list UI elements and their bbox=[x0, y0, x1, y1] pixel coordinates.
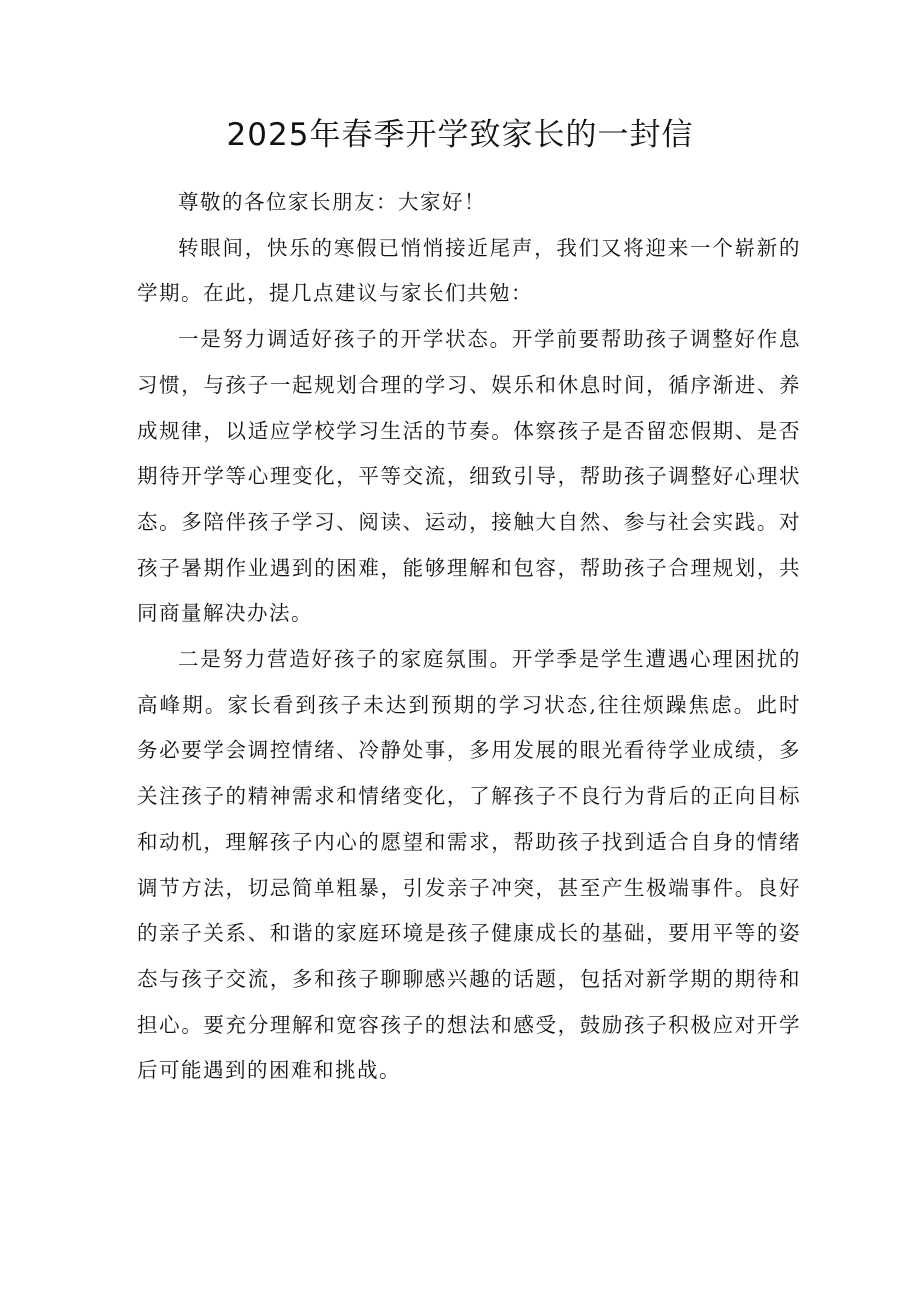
document-title: 2025年春季开学致家长的一封信 bbox=[226, 117, 694, 153]
section-two-text: 开学季是学生遭遇心理困扰的高峰期。家长看到孩子未达到预期的学习状态,往往烦躁焦虑。此时务必要学会调控情绪、冷静处事，多用发展的眼光看待学业成绩，多关注孩子的精神需求和情绪变化，了解孩子不良行为背后的正向目标和动机，理解孩子内心的愿望和需求，帮助孩子找到适合自身的情绪调节方法，切忌简单粗暴，引发亲子冲突，甚至产生极端事件。良好的亲子关系、和谐的家庭环境是孩子健康成长的基础，要用平等的姿态与孩子交流，多和孩子聊聊感兴趣的话题，包括对新学期的期待和担心。要充分理解和宽容孩子的想法和感受，鼓励孩子积极应对开学后可能遇到的困难和挑战。 bbox=[137, 647, 802, 1083]
intro-paragraph: 转眼间，快乐的寒假已悄悄接近尾声，我们又将迎来一个崭新的学期。在此，提几点建议与家长们共勉： bbox=[137, 235, 801, 306]
section-one-heading: 一是努力调适好孩子的开学状态。 bbox=[178, 327, 512, 352]
section-two-heading: 二是努力营造好孩子的家庭氛围。 bbox=[178, 647, 512, 672]
section-one-paragraph bbox=[137, 317, 801, 637]
greeting-paragraph: 尊敬的各位家长朋友：大家好！ bbox=[178, 190, 486, 214]
section-two-paragraph bbox=[137, 637, 801, 1094]
letter-body bbox=[137, 180, 801, 1094]
section-one-text: 开学前要帮助孩子调整好作息习惯，与孩子一起规划合理的学习、娱乐和休息时间，循序渐进、养成规律，以适应学校学习生活的节奏。体察孩子是否留恋假期、是否期待开学等心理变化，平等交流，细致引导，帮助孩子调整好心理状态。多陪伴孩子学习、阅读、运动，接触大自然、参与社会实践。对孩子暑期作业遇到的困难，能够理解和包容，帮助孩子合理规划，共同商量解决办法。 bbox=[137, 327, 802, 626]
